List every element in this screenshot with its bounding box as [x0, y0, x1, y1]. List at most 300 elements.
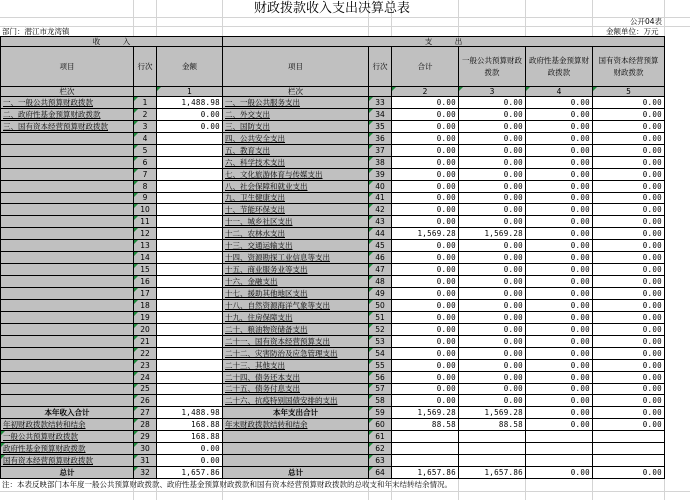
expense-general[interactable]: 0.00 — [459, 311, 526, 323]
expense-general[interactable]: 0.00 — [459, 276, 526, 288]
expense-capital[interactable]: 0.00 — [593, 323, 665, 335]
expense-fund[interactable]: 0.00 — [526, 180, 593, 192]
expense-capital[interactable]: 0.00 — [593, 383, 665, 395]
row-number: 30 — [134, 443, 157, 455]
expense-capital[interactable]: 0.00 — [593, 132, 665, 144]
expense-total[interactable]: 0.00 — [392, 204, 459, 216]
income-amount[interactable] — [157, 204, 223, 216]
table-row — [1, 216, 665, 228]
blank-label — [223, 431, 369, 443]
expense-item-label-text: 二十二、灾害防治及应急管理支出 — [225, 348, 338, 358]
table-row — [1, 359, 665, 371]
empty-cell[interactable] — [459, 443, 526, 455]
expense-general[interactable]: 0.00 — [459, 204, 526, 216]
expense-general[interactable]: 0.00 — [459, 288, 526, 300]
expense-fund[interactable]: 0.00 — [526, 240, 593, 252]
expense-capital[interactable]: 0.00 — [593, 228, 665, 240]
expense-item-label — [223, 216, 369, 228]
expense-total[interactable]: 0.00 — [392, 299, 459, 311]
empty-cell[interactable] — [392, 455, 459, 467]
expense-total[interactable]: 0.00 — [392, 311, 459, 323]
income-item-label — [1, 276, 134, 288]
ending-balance-capital[interactable]: 0.00 — [593, 419, 665, 431]
empty-cell[interactable] — [392, 443, 459, 455]
expense-general[interactable]: 0.00 — [459, 347, 526, 359]
row-number: 20 — [134, 323, 157, 335]
income-item-label-text: 三、国有资本经营预算财政拨款 — [3, 121, 108, 131]
expense-capital[interactable]: 0.00 — [593, 204, 665, 216]
expense-item-label-text: 二十、粮油物资储备支出 — [225, 324, 308, 334]
expense-capital[interactable]: 0.00 — [593, 240, 665, 252]
income-amount[interactable] — [157, 228, 223, 240]
expense-item-label — [223, 192, 369, 204]
expense-fund[interactable]: 0.00 — [526, 276, 593, 288]
income-amount[interactable] — [157, 299, 223, 311]
beginning-balance-text: 年初财政拨款结转和结余 — [3, 420, 86, 430]
expense-item-label — [223, 288, 369, 300]
expense-fund[interactable]: 0.00 — [526, 168, 593, 180]
expense-total[interactable]: 0.00 — [392, 359, 459, 371]
row-number: 25 — [134, 383, 157, 395]
grand-total-general[interactable]: 1,657.86 — [459, 467, 526, 479]
expense-item-label — [223, 97, 369, 109]
expense-item-label-text: 十六、金融支出 — [225, 277, 278, 287]
expense-total[interactable]: 0.00 — [392, 156, 459, 168]
income-item-label — [1, 132, 134, 144]
table-row — [1, 252, 665, 264]
beginning-balance-amount[interactable]: 168.88 — [157, 419, 223, 431]
income-item-label — [1, 323, 134, 335]
expense-fund[interactable]: 0.00 — [526, 216, 593, 228]
row-number: 21 — [134, 335, 157, 347]
income-amount[interactable] — [157, 323, 223, 335]
empty-cell[interactable] — [593, 431, 665, 443]
income-amount[interactable] — [157, 132, 223, 144]
expense-total[interactable]: 0.00 — [392, 180, 459, 192]
expense-capital[interactable]: 0.00 — [593, 335, 665, 347]
row-number: 61 — [369, 431, 392, 443]
expense-item-label — [223, 204, 369, 216]
income-item-label-text: 二、政府性基金预算财政拨款 — [3, 109, 101, 119]
expense-total[interactable]: 0.00 — [392, 395, 459, 407]
row-number: 48 — [369, 276, 392, 288]
row-number: 54 — [369, 347, 392, 359]
income-item-label — [1, 299, 134, 311]
income-amount[interactable] — [157, 371, 223, 383]
empty-cell[interactable] — [526, 443, 593, 455]
expense-fund[interactable]: 0.00 — [526, 108, 593, 120]
expense-total-capital[interactable]: 0.00 — [593, 407, 665, 419]
expense-general[interactable]: 0.00 — [459, 371, 526, 383]
footnote: 注：本表反映部门本年度一般公共预算财政拨款、政府性基金预算财政拨款和国有资本经营预算财政拨款的总收支和年末结转结余情况。 — [2, 480, 452, 489]
income-amount[interactable] — [157, 264, 223, 276]
income-item-label — [1, 359, 134, 371]
income-total-amount[interactable]: 1,488.98 — [157, 407, 223, 419]
expense-fund[interactable]: 0.00 — [526, 132, 593, 144]
income-amount[interactable] — [157, 288, 223, 300]
empty-cell[interactable] — [526, 455, 593, 467]
expense-capital[interactable]: 0.00 — [593, 311, 665, 323]
expense-general[interactable]: 0.00 — [459, 156, 526, 168]
income-item-label — [1, 371, 134, 383]
summary-row-grand-total — [1, 467, 665, 479]
expense-total[interactable]: 0.00 — [392, 276, 459, 288]
expense-general[interactable]: 0.00 — [459, 383, 526, 395]
column-index-state-capital: 5 — [593, 87, 665, 97]
income-item-label — [1, 383, 134, 395]
expense-capital[interactable]: 0.00 — [593, 168, 665, 180]
grand-total-fund[interactable]: 0.00 — [526, 467, 593, 479]
income-amount[interactable] — [157, 240, 223, 252]
expense-item-label — [223, 383, 369, 395]
balance-gov-fund-text: 政府性基金预算财政拨款 — [3, 444, 86, 454]
income-amount[interactable] — [157, 383, 223, 395]
income-amount[interactable]: 0.00 — [157, 120, 223, 132]
balance-state-capital-text: 国有资本经营预算财政拨款 — [3, 456, 93, 466]
expense-general[interactable]: 0.00 — [459, 395, 526, 407]
table-row — [1, 120, 665, 132]
expense-item-label — [223, 323, 369, 335]
expense-total[interactable]: 0.00 — [392, 120, 459, 132]
expense-item-label-text: 二十五、债务付息支出 — [225, 384, 300, 394]
expense-item-label-text: 十二、农林水支出 — [225, 229, 285, 239]
income-amount[interactable] — [157, 395, 223, 407]
expense-capital[interactable]: 0.00 — [593, 371, 665, 383]
row-number: 46 — [369, 252, 392, 264]
row-number: 35 — [369, 120, 392, 132]
row-number: 63 — [369, 455, 392, 467]
table-row — [1, 264, 665, 276]
expense-fund[interactable]: 0.00 — [526, 144, 593, 156]
row-number: 7 — [134, 168, 157, 180]
summary-row-year-total — [1, 407, 665, 419]
income-amount[interactable] — [157, 144, 223, 156]
summary-row-balance — [1, 419, 665, 431]
income-amount[interactable] — [157, 311, 223, 323]
empty-cell[interactable] — [593, 455, 665, 467]
expense-capital[interactable]: 0.00 — [593, 97, 665, 109]
row-number: 28 — [134, 419, 157, 431]
empty-cell[interactable] — [459, 455, 526, 467]
expense-item-label-text: 十、节能环保支出 — [225, 205, 285, 215]
expense-capital[interactable]: 0.00 — [593, 252, 665, 264]
row-number: 24 — [134, 371, 157, 383]
expense-item-label — [223, 347, 369, 359]
ending-balance-general[interactable]: 88.58 — [459, 419, 526, 431]
expense-fund[interactable]: 0.00 — [526, 288, 593, 300]
income-section-header: 收 入 — [1, 37, 223, 47]
expense-item-label — [223, 180, 369, 192]
expense-fund[interactable]: 0.00 — [526, 97, 593, 109]
balance-gov-fund-amount[interactable]: 0.00 — [157, 443, 223, 455]
expense-total[interactable]: 0.00 — [392, 347, 459, 359]
column-index-amount: 1 — [157, 87, 223, 97]
expense-fund[interactable]: 0.00 — [526, 156, 593, 168]
expense-total[interactable]: 0.00 — [392, 288, 459, 300]
expense-fund[interactable]: 0.00 — [526, 252, 593, 264]
expense-capital[interactable]: 0.00 — [593, 359, 665, 371]
row-number: 64 — [369, 467, 392, 479]
gridline — [0, 26, 690, 27]
expense-capital[interactable]: 0.00 — [593, 120, 665, 132]
empty-cell[interactable] — [593, 443, 665, 455]
table-row — [1, 180, 665, 192]
fiscal-summary-table — [0, 36, 665, 479]
row-number: 42 — [369, 204, 392, 216]
row-number: 52 — [369, 323, 392, 335]
expense-total[interactable]: 0.00 — [392, 97, 459, 109]
col-header-gov-fund: 政府性基金预算财政拨款 — [526, 47, 593, 87]
income-item-label — [1, 108, 134, 120]
table-row — [1, 347, 665, 359]
income-item-label — [1, 180, 134, 192]
row-number: 62 — [369, 443, 392, 455]
expense-fund[interactable]: 0.00 — [526, 323, 593, 335]
row-number: 49 — [369, 288, 392, 300]
row-number: 53 — [369, 335, 392, 347]
table-row — [1, 240, 665, 252]
table-row — [1, 156, 665, 168]
expense-fund[interactable]: 0.00 — [526, 192, 593, 204]
department-label: 部门：潜江市龙湾镇 — [2, 27, 70, 36]
expense-total-amount[interactable]: 1,569.28 — [392, 407, 459, 419]
balance-general-label — [1, 431, 134, 443]
table-row — [1, 288, 665, 300]
summary-row-gov-fund — [1, 443, 665, 455]
col-header-exp-item: 项目 — [223, 47, 369, 87]
expense-capital[interactable]: 0.00 — [593, 276, 665, 288]
expense-fund[interactable]: 0.00 — [526, 371, 593, 383]
row-number: 34 — [369, 108, 392, 120]
table-row — [1, 395, 665, 407]
grand-total-exp-amount[interactable]: 1,657.86 — [392, 467, 459, 479]
col-header-exp-row-no: 行次 — [369, 47, 392, 87]
row-number: 16 — [134, 276, 157, 288]
expense-item-label-text: 五、教育支出 — [225, 145, 270, 155]
expense-fund[interactable]: 0.00 — [526, 204, 593, 216]
expense-capital[interactable]: 0.00 — [593, 264, 665, 276]
expense-general[interactable]: 0.00 — [459, 120, 526, 132]
blank-label — [223, 455, 369, 467]
income-amount[interactable] — [157, 168, 223, 180]
table-row — [1, 335, 665, 347]
table-row — [1, 132, 665, 144]
row-number: 14 — [134, 252, 157, 264]
expense-total[interactable]: 0.00 — [392, 192, 459, 204]
expense-item-label-text: 七、文化旅游体育与传媒支出 — [225, 169, 323, 179]
table-row — [1, 192, 665, 204]
expense-item-label-text: 十九、住房保障支出 — [225, 312, 293, 322]
grand-total-exp-label: 总计 — [223, 467, 369, 479]
income-item-label — [1, 335, 134, 347]
balance-state-capital-amount[interactable]: 0.00 — [157, 455, 223, 467]
expense-general[interactable]: 0.00 — [459, 252, 526, 264]
expense-general[interactable]: 0.00 — [459, 192, 526, 204]
income-amount[interactable] — [157, 216, 223, 228]
expense-total[interactable]: 0.00 — [392, 335, 459, 347]
expense-general[interactable]: 0.00 — [459, 240, 526, 252]
ending-balance-fund[interactable]: 0.00 — [526, 419, 593, 431]
row-number: 31 — [134, 455, 157, 467]
col-header-amount: 金额 — [157, 47, 223, 87]
income-item-label — [1, 252, 134, 264]
expense-general[interactable]: 0.00 — [459, 335, 526, 347]
grand-total-label: 总计 — [1, 467, 134, 479]
expense-general[interactable]: 0.00 — [459, 132, 526, 144]
row-number: 44 — [369, 228, 392, 240]
expense-general[interactable]: 1,569.28 — [459, 228, 526, 240]
income-item-label — [1, 168, 134, 180]
table-row — [1, 168, 665, 180]
income-amount[interactable] — [157, 359, 223, 371]
income-amount[interactable] — [157, 276, 223, 288]
expense-total[interactable]: 0.00 — [392, 371, 459, 383]
expense-general[interactable]: 0.00 — [459, 168, 526, 180]
column-index-label: 栏次 — [1, 87, 134, 97]
expense-fund[interactable]: 0.00 — [526, 120, 593, 132]
expense-total[interactable]: 0.00 — [392, 132, 459, 144]
expense-item-label-text: 二十四、债务还本支出 — [225, 372, 300, 382]
expense-fund[interactable]: 0.00 — [526, 347, 593, 359]
expense-capital[interactable]: 0.00 — [593, 144, 665, 156]
expense-item-label-text: 二十六、抗疫特别国债安排的支出 — [225, 396, 338, 406]
ending-balance-total[interactable]: 88.58 — [392, 419, 459, 431]
expense-item-label — [223, 144, 369, 156]
row-number: 2 — [134, 108, 157, 120]
expense-total[interactable]: 0.00 — [392, 323, 459, 335]
income-total-label: 本年收入合计 — [1, 407, 134, 419]
expense-total[interactable]: 0.00 — [392, 216, 459, 228]
income-amount[interactable] — [157, 192, 223, 204]
summary-row-general-budget — [1, 431, 665, 443]
expense-item-label — [223, 371, 369, 383]
column-index-general: 3 — [459, 87, 526, 97]
row-number: 56 — [369, 371, 392, 383]
expense-item-label — [223, 264, 369, 276]
expense-general[interactable]: 0.00 — [459, 323, 526, 335]
expense-general[interactable]: 0.00 — [459, 264, 526, 276]
expense-capital[interactable]: 0.00 — [593, 108, 665, 120]
expense-total-general[interactable]: 1,569.28 — [459, 407, 526, 419]
expense-total-fund[interactable]: 0.00 — [526, 407, 593, 419]
row-number: 38 — [369, 156, 392, 168]
expense-total[interactable]: 1,569.28 — [392, 228, 459, 240]
expense-item-label-text: 三、国防支出 — [225, 121, 270, 131]
row-number: 12 — [134, 228, 157, 240]
expense-capital[interactable]: 0.00 — [593, 299, 665, 311]
expense-general[interactable]: 0.00 — [459, 299, 526, 311]
expense-capital[interactable]: 0.00 — [593, 156, 665, 168]
expense-item-label — [223, 359, 369, 371]
income-item-label — [1, 311, 134, 323]
expense-total[interactable]: 0.00 — [392, 108, 459, 120]
expense-general[interactable]: 0.00 — [459, 108, 526, 120]
expense-capital[interactable]: 0.00 — [593, 180, 665, 192]
expense-total[interactable]: 0.00 — [392, 240, 459, 252]
expense-item-label — [223, 335, 369, 347]
expense-capital[interactable]: 0.00 — [593, 216, 665, 228]
empty-cell[interactable] — [392, 431, 459, 443]
expense-general[interactable]: 0.00 — [459, 144, 526, 156]
row-number: 50 — [369, 299, 392, 311]
expense-general[interactable]: 0.00 — [459, 97, 526, 109]
expense-item-label — [223, 252, 369, 264]
row-number: 27 — [134, 407, 157, 419]
empty-cell[interactable] — [526, 431, 593, 443]
grand-total-capital[interactable]: 0.00 — [593, 467, 665, 479]
row-number: 41 — [369, 192, 392, 204]
expense-fund[interactable]: 0.00 — [526, 299, 593, 311]
expense-total[interactable]: 0.00 — [392, 264, 459, 276]
expense-fund[interactable]: 0.00 — [526, 359, 593, 371]
expense-general[interactable]: 0.00 — [459, 216, 526, 228]
income-amount[interactable]: 0.00 — [157, 108, 223, 120]
row-number: 58 — [369, 395, 392, 407]
income-amount[interactable] — [157, 347, 223, 359]
table-row — [1, 311, 665, 323]
income-amount[interactable] — [157, 156, 223, 168]
empty-cell[interactable] — [459, 431, 526, 443]
expense-fund[interactable]: 0.00 — [526, 311, 593, 323]
expense-item-label-text: 六、科学技术支出 — [225, 157, 285, 167]
grand-total-amount[interactable]: 1,657.86 — [157, 467, 223, 479]
income-amount[interactable] — [157, 180, 223, 192]
row-number: 13 — [134, 240, 157, 252]
income-amount[interactable] — [157, 335, 223, 347]
row-number: 23 — [134, 359, 157, 371]
summary-row-state-capital — [1, 455, 665, 467]
table-row — [1, 204, 665, 216]
expense-general[interactable]: 0.00 — [459, 180, 526, 192]
expense-capital[interactable]: 0.00 — [593, 395, 665, 407]
expense-total[interactable]: 0.00 — [392, 168, 459, 180]
row-number: 55 — [369, 359, 392, 371]
column-index-row — [1, 87, 665, 97]
table-row — [1, 276, 665, 288]
expense-capital[interactable]: 0.00 — [593, 288, 665, 300]
expense-total[interactable]: 0.00 — [392, 144, 459, 156]
expense-capital[interactable]: 0.00 — [593, 192, 665, 204]
income-item-label — [1, 228, 134, 240]
expense-fund[interactable]: 0.00 — [526, 395, 593, 407]
expense-general[interactable]: 0.00 — [459, 359, 526, 371]
expense-total[interactable]: 0.00 — [392, 252, 459, 264]
ending-balance-label — [223, 419, 369, 431]
table-row — [1, 299, 665, 311]
page-title: 财政拨款收入支出决算总表 — [253, 1, 410, 16]
income-amount[interactable] — [157, 252, 223, 264]
expense-item-label-text: 十一、城乡社区支出 — [225, 217, 293, 227]
column-index-exp-label: 栏次 — [223, 87, 369, 97]
balance-general-amount[interactable]: 168.88 — [157, 431, 223, 443]
expense-capital[interactable]: 0.00 — [593, 347, 665, 359]
table-row — [1, 108, 665, 120]
expense-item-label-text: 八、社会保障和就业支出 — [225, 181, 308, 191]
expense-total[interactable]: 0.00 — [392, 383, 459, 395]
expense-fund[interactable]: 0.00 — [526, 383, 593, 395]
row-number: 11 — [134, 216, 157, 228]
expense-fund[interactable]: 0.00 — [526, 228, 593, 240]
row-number: 10 — [134, 204, 157, 216]
income-amount[interactable]: 1,488.98 — [157, 97, 223, 109]
income-item-label — [1, 192, 134, 204]
table-row — [1, 323, 665, 335]
expense-fund[interactable]: 0.00 — [526, 335, 593, 347]
section-header-row — [1, 37, 665, 47]
expense-fund[interactable]: 0.00 — [526, 264, 593, 276]
column-index-exp-blank — [369, 87, 392, 97]
column-header-row — [1, 47, 665, 87]
